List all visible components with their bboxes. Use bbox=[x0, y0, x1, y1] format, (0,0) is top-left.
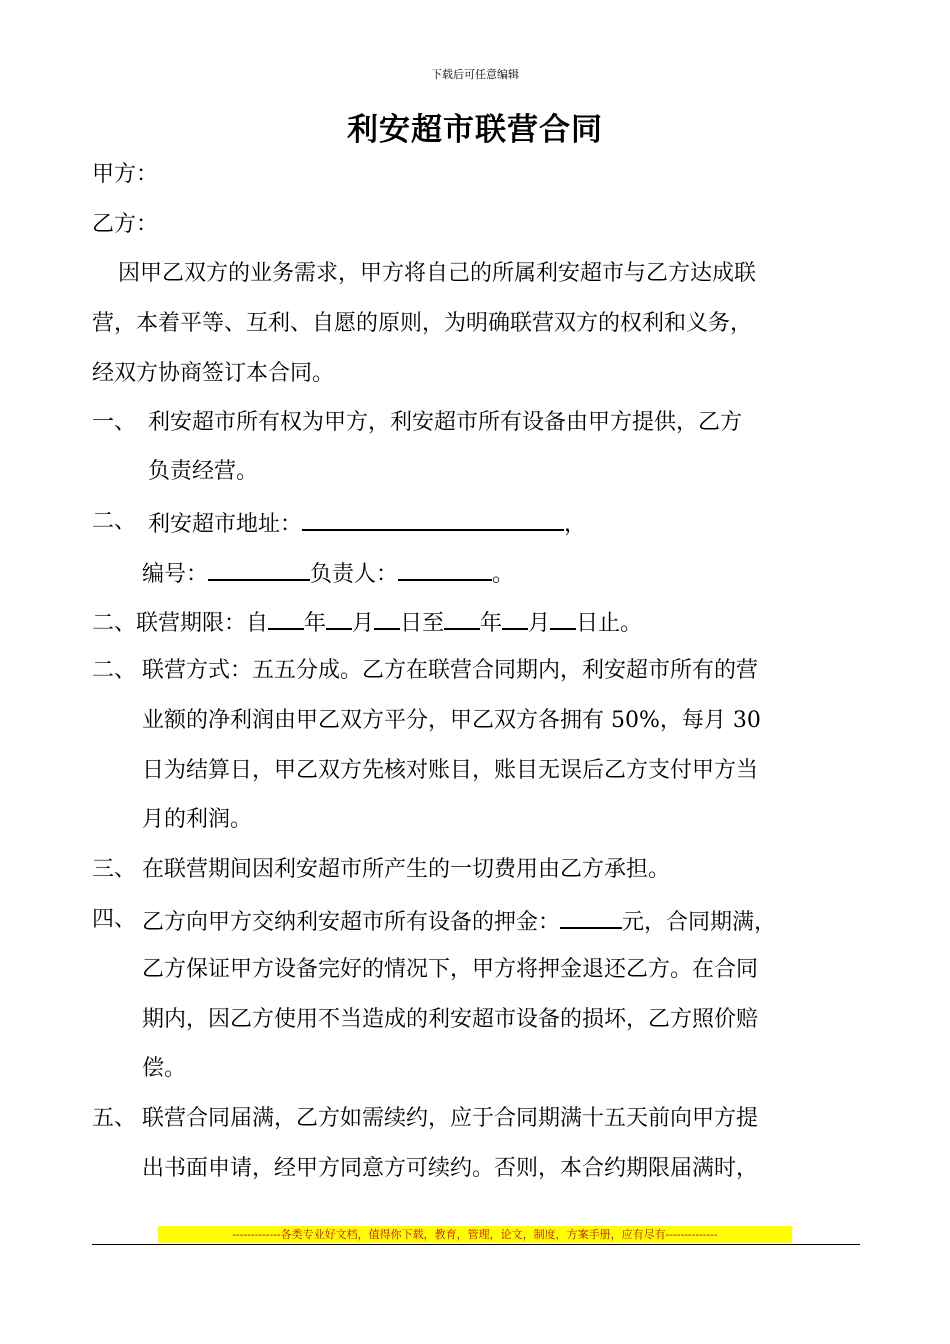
code-label: 编号： bbox=[142, 562, 209, 587]
clause-4-line-2: 业额的净利润由甲乙双方平分，甲乙双方各拥有 50%，每月 30 bbox=[142, 708, 761, 733]
clause-6-line-1 bbox=[142, 905, 776, 938]
start-day-blank[interactable] bbox=[374, 606, 400, 630]
clause-7-number: 五、 bbox=[92, 1106, 137, 1131]
clause-term bbox=[92, 606, 642, 639]
year-label-2: 年 bbox=[480, 611, 503, 636]
footer-banner: -------------各类专业好文档，值得你下载，教育，管理，论文，制度，方案手册，应有尽有-------------- bbox=[158, 1226, 792, 1243]
clause-1-line-2: 负责经营。 bbox=[148, 459, 259, 484]
clause-2-code-manager bbox=[142, 557, 514, 590]
clause-4-line-4: 月的利润。 bbox=[142, 807, 253, 832]
end-day-blank[interactable] bbox=[550, 606, 576, 630]
party-b-label: 乙方： bbox=[92, 212, 159, 237]
clause-6-line-2: 乙方保证甲方设备完好的情况下，甲方将押金退还乙方。在合同 bbox=[142, 957, 759, 982]
manager-label: 负责人： bbox=[310, 562, 399, 587]
clause-6-line-4: 偿。 bbox=[142, 1056, 187, 1081]
manager-blank[interactable] bbox=[398, 557, 492, 581]
end-month-blank[interactable] bbox=[502, 606, 528, 630]
code-manager-end: 。 bbox=[492, 562, 515, 587]
deposit-blank[interactable] bbox=[560, 905, 622, 929]
clause-4-line-1: 联营方式：五五分成。乙方在联营合同期内，利安超市所有的营 bbox=[142, 658, 759, 683]
clause-5-number: 三、 bbox=[92, 857, 137, 882]
start-year-blank[interactable] bbox=[268, 606, 304, 630]
intro-line-2: 营，本着平等、互利、自愿的原则，为明确联营双方的权利和义务， bbox=[92, 311, 753, 336]
address-label: 利安超市地址： bbox=[148, 512, 303, 537]
deposit-prefix: 乙方向甲方交纳利安超市所有设备的押金： bbox=[142, 910, 561, 935]
clause-4-number: 二、 bbox=[92, 658, 137, 683]
day-to-label: 日至 bbox=[400, 611, 445, 636]
clause-2-number: 二、 bbox=[92, 509, 137, 534]
clause-7-line-2: 出书面申请，经甲方同意方可续约。否则，本合约期限届满时， bbox=[142, 1156, 759, 1181]
clause-1-number: 一、 bbox=[92, 410, 137, 435]
clause-6-number: 四、 bbox=[92, 907, 137, 932]
party-a-label: 甲方： bbox=[92, 162, 159, 187]
year-label-1: 年 bbox=[304, 611, 327, 636]
clause-7-line-1: 联营合同届满，乙方如需续约，应于合同期满十五天前向甲方提 bbox=[142, 1106, 759, 1131]
end-year-blank[interactable] bbox=[444, 606, 480, 630]
clause-2-address bbox=[148, 507, 586, 540]
deposit-suffix: 元，合同期满， bbox=[622, 910, 777, 935]
address-end: ， bbox=[564, 512, 587, 537]
month-label-1: 月 bbox=[352, 611, 375, 636]
intro-line-1: 因甲乙双方的业务需求，甲方将自己的所属利安超市与乙方达成联 bbox=[118, 261, 757, 286]
term-number: 二、 bbox=[92, 611, 137, 636]
clause-5-line-1: 在联营期间因利安超市所产生的一切费用由乙方承担。 bbox=[142, 857, 671, 882]
month-label-2: 月 bbox=[528, 611, 551, 636]
term-prefix: 联营期限：自 bbox=[136, 611, 269, 636]
day-end-label: 日止。 bbox=[576, 611, 643, 636]
clause-1-line-1: 利安超市所有权为甲方，利安超市所有设备由甲方提供，乙方 bbox=[148, 410, 743, 435]
document-title: 利安超市联营合同 bbox=[347, 112, 603, 148]
clause-4-line-3: 日为结算日，甲乙双方先核对账目，账目无误后乙方支付甲方当 bbox=[142, 758, 759, 783]
header-note: 下载后可任意编辑 bbox=[431, 68, 519, 81]
clause-6-line-3: 期内，因乙方使用不当造成的利安超市设备的损坏，乙方照价赔 bbox=[142, 1007, 759, 1032]
code-blank[interactable] bbox=[208, 557, 310, 581]
start-month-blank[interactable] bbox=[326, 606, 352, 630]
footer-rule bbox=[92, 1244, 860, 1245]
address-blank[interactable] bbox=[302, 507, 564, 531]
intro-line-3: 经双方协商签订本合同。 bbox=[92, 361, 335, 386]
